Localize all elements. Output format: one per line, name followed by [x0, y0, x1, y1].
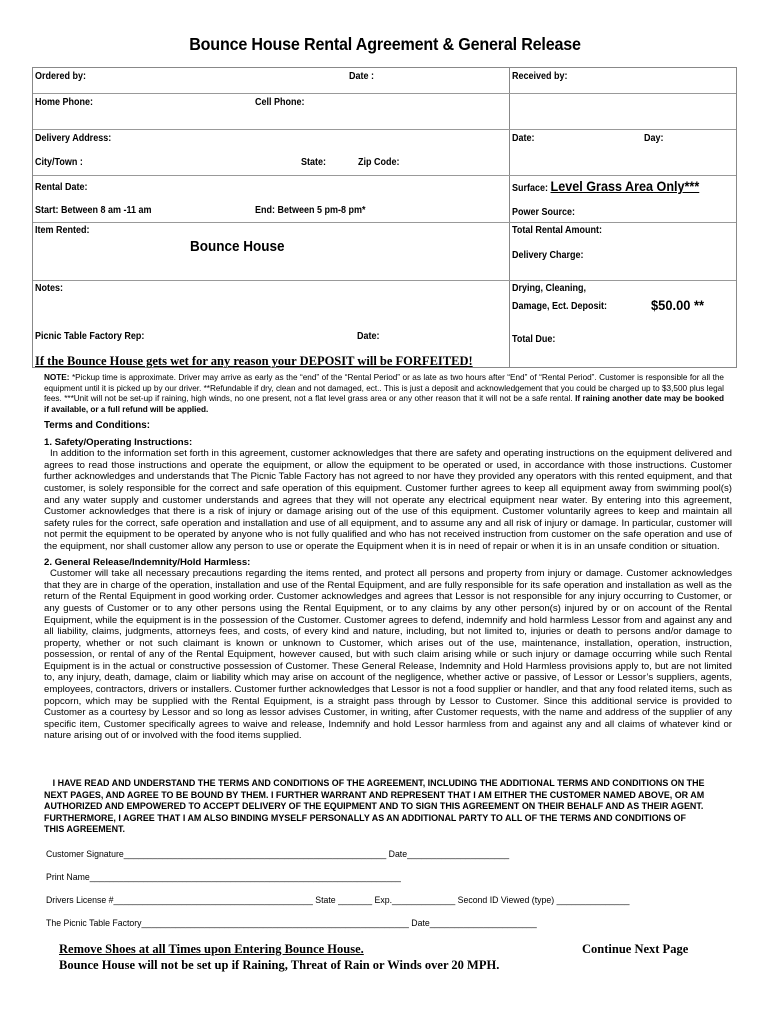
weather-notice: Bounce House will not be set up if Raining, Threat of Rain or Winds over 20 MPH. — [59, 958, 500, 972]
section1-title: 1. Safety/Operating Instructions: — [44, 436, 193, 448]
remove-shoes-notice: Remove Shoes at all Times upon Entering Bounce House. — [59, 942, 364, 956]
row-divider — [33, 129, 736, 130]
agreement-statement: I HAVE READ AND UNDERSTAND THE TERMS AND CONDITIONS OF THE AGREEMENT, INCLUDING THE ADDITIONAL TERMS AND CONDITIONS ON THE NEXT PAGES, AND AGREE TO BE BOUND BY THEM. I FURTHER WARRANT AND REPRESENT THAT I AM EITHER THE CUSTOMER NAMED ABOVE, OR AM AUTHORIZED AND EMPOWERED TO ACCEPT DELIVERY OF THE EQUIPMENT AND TO SIGN THIS AGREEMENT ON THEIR BEHALF AND AS THEIR AGENT. FURTHERMORE, I AGREE THAT I AM ALSO BINDING MYSELF PERSONALLY AS AN ADDITIONAL PARTY TO ALL OF THE TERMS AND CONDITIONS OF THIS AGREEMENT. — [44, 778, 705, 834]
received-by-field[interactable]: Received by: — [512, 71, 568, 82]
surface-value: Level Grass Area Only*** — [550, 178, 700, 194]
surface-label: Surface: — [512, 183, 549, 194]
deposit-amount: $50.00 ** — [651, 297, 705, 313]
cell-phone-field[interactable]: Cell Phone: — [255, 97, 305, 108]
picnic-table-factory-line[interactable]: The Picnic Table Factory_______________________________________________________ Date______________________ — [46, 918, 537, 929]
day-field[interactable]: Day: — [644, 133, 664, 144]
pickup-note — [44, 373, 724, 415]
section2-title: 2. General Release/Indemnity/Hold Harmless: — [44, 556, 251, 568]
surface-field — [512, 178, 699, 194]
column-divider — [509, 68, 510, 367]
rental-date-field[interactable]: Rental Date: — [35, 182, 88, 193]
row-divider — [33, 280, 736, 281]
total-due-field[interactable]: Total Due: — [512, 334, 556, 345]
delivery-date-field[interactable]: Date: — [512, 133, 535, 144]
terms-heading: Terms and Conditions: — [44, 420, 150, 431]
section1-text: In addition to the information set forth in this agreement, customer acknowledges that there are safety and operating instructions on the equipment delivered and agrees to read those instructions and operate the equipment, or allow the equipment to be operated or used, in accordance with those instructions. Customer further acknowledges and understands that The Picnic Table Factory has not agreed to nor have they provided any operators with this rented equipment, and that customer, is solely responsible for the correct and safe operation of this equipment. Customer further agrees to keep all equipment away from swimming pool(s) and any water supply and customer understands and agrees that they will not operate any electrical equipment near water. By entering into this agreement, Customer acknowledges that there is a risk of injury or damage arising out of the use of this equipment. Customer voluntarily agrees to keep and maintain all safety rules for the correct, safe operation and installation and use of all equipment, and to assume any and all risk of injury or damage. In particular, customer will not permit the equipment to be operated by anyone who is not fully qualified and who has not received instruction from customer on the safe operation and use of the equipment, nor shall customer allow any person to use or operate the Equipment when it is in need of repair or when it is in an unsafe condition or situation. — [44, 448, 732, 552]
print-name-line[interactable]: Print Name________________________________________________________________ — [46, 872, 401, 883]
item-rented-value: Bounce House — [190, 238, 285, 255]
power-source-field[interactable]: Power Source: — [512, 207, 576, 218]
note-text: *Pickup time is approximate. Driver may arrive as early as the “end” of the “Rental Period” or as late as two hours after “End” of “Rental Period”. Customer is responsible for all the equipment until it is picked up by our driver. **Refundable if dry, clean and not damaged, ect.. This is just a deposit and acknowledgement that you could be charged up to $3,500 plus legal fees. ***Unit will not be set-up if raining, high winds, no one present, not a flat level grass area or any other reason that it will not be a safe rental. — [44, 373, 724, 403]
home-phone-field[interactable]: Home Phone: — [35, 97, 94, 108]
row-divider — [33, 93, 736, 94]
city-town-field[interactable]: City/Town : — [35, 157, 83, 168]
section2-text: Customer will take all necessary precautions regarding the items rented, and protect all persons and property from injury or damage. Customer acknowledges that they are in charge of the operation, installation and use of the Rental Equipment, and are fully responsible for its safe operation and installation as well as the return of the Rental Equipment in good working order. Customer acknowledges and agrees that Lessor is not responsible for any injury occurring to Customer, or any guests of Customer or to any other persons using the Rental Equipment, or to any claims by any other person(s) injured by or on account of the Rental Equipment, while the equipment is in the possession of the Customer. Customer agrees to defend, indemnify and hold harmless Lessor from and against any and all liability, claims, judgments, attorneys fees, and costs, of every kind and nature, including, but not limited to, injuries or death to persons and/or damage to property, whether or not such claimant is known or unknown to Customer, which arises out of the use, maintenance, installation, operation, instruction, possession, or rental of any of the Rental Equipment, however caused, but with such claim arising while or such injury or damage occurring while such Rental Equipment is in the actual or constructive possession of Customer. These General Release, Indemnity and Hold Harmless provisions apply to, but are not limited to, any injury, death, damage, claim or liability which may arise on account of the negligence, whether active or passive, of Lessor or Lessor’s suppliers, agents, employees, contractors, drivers or installers. Customer further acknowledges that Lessor is not a food supplier or handler, and that any food related items, such as popcorn, which may be supplied with the Rental Equipment, is a straight pass through by Lessor to Customer. Since this additional service is provided to Customer as a courtesy by Lessor and so long as lessor advises Customer, in writing, after Customer requests, with the name and address of the supplier of any specific item, Customer specifically agrees to waive and release, Indemnify and hold Lessor harmless from and against any and all claims of whatever kind or nature arising out of or involved with the food items supplied. — [44, 568, 732, 742]
state-field[interactable]: State: — [301, 157, 327, 168]
note-label: NOTE: — [44, 373, 70, 382]
total-rental-amount-field[interactable]: Total Rental Amount: — [512, 225, 602, 236]
deposit-forfeit-warning: If the Bounce House gets wet for any reason your DEPOSIT will be FORFEITED! — [35, 354, 473, 368]
order-date-field[interactable]: Date : — [349, 71, 375, 82]
deposit-label-line2: Damage, Ect. Deposit: — [512, 301, 608, 312]
item-rented-field[interactable]: Item Rented: — [35, 225, 90, 236]
customer-signature-line[interactable]: Customer Signature______________________________________________________ Date_____________________ — [46, 849, 510, 860]
continue-next-page: Continue Next Page — [582, 942, 689, 956]
ordered-by-field[interactable]: Ordered by: — [35, 71, 87, 82]
deposit-label-line1: Drying, Cleaning, — [512, 283, 587, 294]
zip-code-field[interactable]: Zip Code: — [358, 157, 400, 168]
document-title: Bounce House Rental Agreement & General Release — [189, 34, 581, 54]
rep-date-field[interactable]: Date: — [357, 331, 380, 342]
terms-and-conditions — [44, 420, 732, 746]
rental-form-table — [32, 67, 737, 368]
row-divider — [33, 175, 736, 176]
end-time-field: End: Between 5 pm-8 pm* — [255, 205, 366, 216]
drivers-license-line[interactable]: Drivers License #_________________________________________ State _______ Exp._____________ Second ID Viewed (type) _______________ — [46, 895, 630, 906]
delivery-address-field[interactable]: Delivery Address: — [35, 133, 112, 144]
notes-field[interactable]: Notes: — [35, 283, 64, 294]
row-divider — [33, 222, 736, 223]
start-time-field: Start: Between 8 am -11 am — [35, 205, 152, 216]
rep-field[interactable]: Picnic Table Factory Rep: — [35, 331, 145, 342]
note-bold-text: If raining another date may be booked if available, or a full refund will be applied. — [44, 394, 724, 414]
delivery-charge-field[interactable]: Delivery Charge: — [512, 250, 584, 261]
